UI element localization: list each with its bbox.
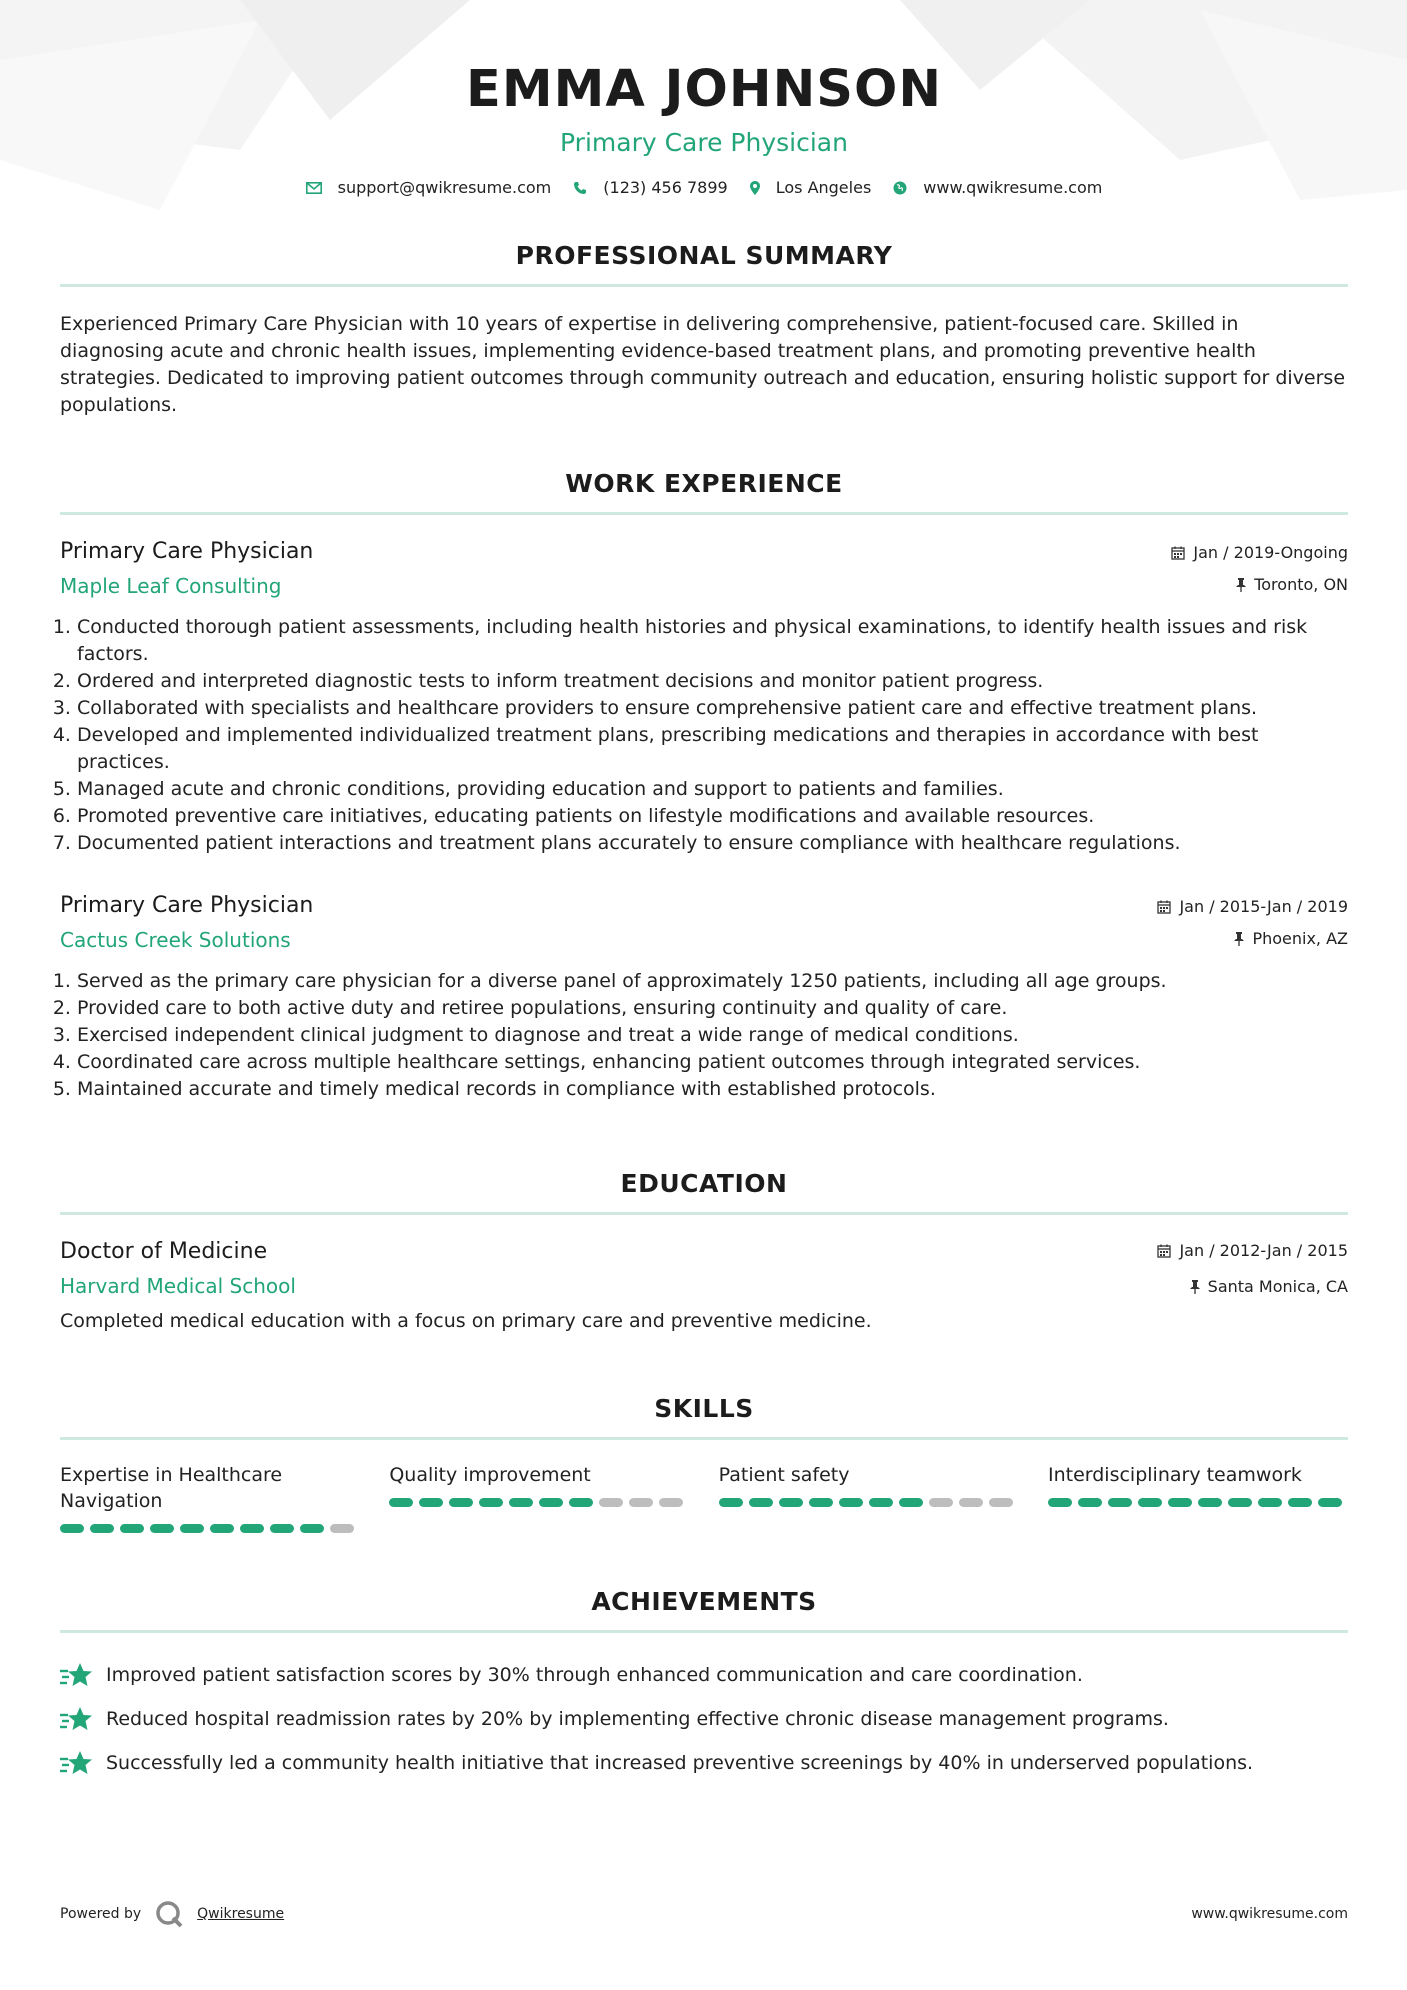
responsibility-item: 3. Exercised independent clinical judgment to diagnose and treat a wide range of medical conditions. bbox=[77, 1022, 1348, 1049]
responsibility-item: 2. Ordered and interpreted diagnostic tests to inform treatment decisions and monitor patient progress. bbox=[77, 668, 1348, 695]
envelope-icon bbox=[306, 182, 322, 194]
responsibility-item: 7. Documented patient interactions and treatment plans accurately to ensure compliance with healthcare regulations. bbox=[77, 830, 1348, 857]
job-dates-text: Jan / 2015-Jan / 2019 bbox=[1179, 897, 1348, 916]
contact-location-text: Los Angeles bbox=[775, 178, 872, 197]
skill-level-bar bbox=[719, 1498, 1019, 1507]
skill-level-segment bbox=[1258, 1498, 1282, 1507]
skill-level-segment bbox=[210, 1524, 234, 1533]
phone-icon bbox=[573, 181, 587, 195]
job-entry bbox=[60, 539, 1348, 857]
skill-level-segment bbox=[1168, 1498, 1192, 1507]
responsibility-item: 1. Conducted thorough patient assessments, including health histories and physical examinations, to identify health issues and risk factors. bbox=[77, 614, 1348, 668]
skill-level-segment bbox=[809, 1498, 833, 1507]
resume-header bbox=[60, 0, 1348, 197]
contact-phone[interactable] bbox=[573, 178, 727, 197]
achievement-item bbox=[60, 1653, 1348, 1697]
footer-website[interactable]: www.qwikresume.com bbox=[1191, 1906, 1348, 1922]
contact-website[interactable] bbox=[893, 178, 1102, 197]
achievements-section bbox=[60, 1587, 1348, 1785]
skill-level-segment bbox=[539, 1498, 563, 1507]
contact-website-text: www.qwikresume.com bbox=[923, 178, 1103, 197]
skill-level-segment bbox=[1228, 1498, 1252, 1507]
achievements-list bbox=[60, 1653, 1348, 1785]
skills-grid bbox=[60, 1462, 1348, 1533]
skill-level-segment bbox=[899, 1498, 923, 1507]
achievement-item bbox=[60, 1741, 1348, 1785]
candidate-name: EMMA JOHNSON bbox=[465, 60, 943, 119]
skill-level-segment bbox=[1318, 1498, 1342, 1507]
skill-level-bar bbox=[1048, 1498, 1348, 1507]
skill-name: Patient safety bbox=[718, 1464, 850, 1486]
skill-level-segment bbox=[449, 1498, 473, 1507]
skill-level-segment bbox=[90, 1524, 114, 1533]
job-title: Primary Care Physician bbox=[60, 539, 314, 564]
skills-heading: SKILLS bbox=[654, 1394, 754, 1423]
achievement-item bbox=[60, 1697, 1348, 1741]
skill-level-segment bbox=[839, 1498, 863, 1507]
skill-level-segment bbox=[929, 1498, 953, 1507]
education-section bbox=[60, 1169, 1348, 1332]
skill-name: Quality improvement bbox=[389, 1464, 591, 1486]
summary-section bbox=[60, 241, 1348, 419]
section-divider bbox=[60, 284, 1348, 287]
responsibility-item: 5. Maintained accurate and timely medical records in compliance with established protocols. bbox=[77, 1076, 1348, 1103]
star-icon bbox=[60, 1662, 94, 1688]
education-dates bbox=[1157, 1241, 1348, 1260]
star-icon bbox=[60, 1750, 94, 1776]
skill-level-bar bbox=[60, 1524, 360, 1533]
map-pin-icon bbox=[750, 181, 760, 195]
skill-level-segment bbox=[300, 1524, 324, 1533]
skill-level-segment bbox=[599, 1498, 623, 1507]
skill-name: Interdisciplinary teamwork bbox=[1047, 1464, 1302, 1486]
skill-level-segment bbox=[629, 1498, 653, 1507]
skill-level-segment bbox=[270, 1524, 294, 1533]
achievement-text: Successfully led a community health initiative that increased preventive screenings by 40% in underserved populations. bbox=[106, 1752, 1254, 1774]
summary-heading: PROFESSIONAL SUMMARY bbox=[515, 241, 893, 270]
skill-level-segment bbox=[1138, 1498, 1162, 1507]
skill-level-segment bbox=[330, 1524, 354, 1533]
experience-heading: WORK EXPERIENCE bbox=[565, 469, 843, 498]
skill-level-segment bbox=[869, 1498, 893, 1507]
skill-level-segment bbox=[1108, 1498, 1132, 1507]
resume-footer bbox=[60, 1900, 1348, 1928]
skill-level-segment bbox=[749, 1498, 773, 1507]
job-location bbox=[1236, 575, 1348, 594]
section-divider bbox=[60, 1630, 1348, 1633]
skill-level-segment bbox=[240, 1524, 264, 1533]
skill-level-segment bbox=[959, 1498, 983, 1507]
calendar-icon bbox=[1157, 1244, 1171, 1258]
skill-level-segment bbox=[180, 1524, 204, 1533]
responsibility-item: 4. Developed and implemented individualized treatment plans, prescribing medications and therapies in accordance with best practices. bbox=[77, 722, 1348, 776]
degree-title: Doctor of Medicine bbox=[60, 1239, 268, 1264]
calendar-icon bbox=[1171, 546, 1185, 560]
skill-level-segment bbox=[569, 1498, 593, 1507]
skill-level-segment bbox=[1078, 1498, 1102, 1507]
pushpin-icon bbox=[1236, 578, 1246, 592]
education-location bbox=[1190, 1277, 1348, 1296]
skill-level-segment bbox=[779, 1498, 803, 1507]
powered-by bbox=[60, 1900, 284, 1928]
skill-level-segment bbox=[150, 1524, 174, 1533]
responsibility-item: 4. Coordinated care across multiple healthcare settings, enhancing patient outcomes through integrated services. bbox=[77, 1049, 1348, 1076]
skill-item bbox=[1048, 1462, 1348, 1533]
skill-level-segment bbox=[989, 1498, 1013, 1507]
skill-level-segment bbox=[1048, 1498, 1072, 1507]
school-name: Harvard Medical School bbox=[60, 1274, 296, 1298]
job-company: Cactus Creek Solutions bbox=[60, 928, 291, 952]
globe-icon bbox=[893, 181, 907, 195]
job-dates-text: Jan / 2019-Ongoing bbox=[1193, 543, 1348, 562]
contact-phone-text: (123) 456 7899 bbox=[603, 178, 728, 197]
skill-level-segment bbox=[659, 1498, 683, 1507]
skill-level-segment bbox=[1198, 1498, 1222, 1507]
skill-item bbox=[719, 1462, 1019, 1533]
achievement-text: Improved patient satisfaction scores by 30% through enhanced communication and care coordination. bbox=[106, 1664, 1083, 1686]
education-entry bbox=[60, 1239, 1348, 1332]
skill-level-segment bbox=[509, 1498, 533, 1507]
candidate-title: Primary Care Physician bbox=[560, 128, 848, 157]
job-location-text: Phoenix, AZ bbox=[1252, 929, 1348, 948]
contact-email-text: support@qwikresume.com bbox=[337, 178, 552, 197]
job-responsibilities bbox=[60, 968, 1348, 1103]
achievements-heading: ACHIEVEMENTS bbox=[591, 1587, 817, 1616]
qwikresume-logo-icon bbox=[155, 1900, 183, 1928]
skill-item bbox=[389, 1462, 689, 1533]
education-description: Completed medical education with a focus on primary care and preventive medicine. bbox=[60, 1310, 872, 1332]
responsibility-item: 6. Promoted preventive care initiatives, educating patients on lifestyle modifications and available resources. bbox=[77, 803, 1348, 830]
job-entry bbox=[60, 893, 1348, 1103]
education-location-text: Santa Monica, CA bbox=[1207, 1277, 1348, 1296]
job-title: Primary Care Physician bbox=[60, 893, 314, 918]
skill-level-segment bbox=[1288, 1498, 1312, 1507]
summary-text: Experienced Primary Care Physician with 10 years of expertise in delivering comprehensive, patient-focused care. Skilled in diagnosing acute and chronic health issues, implementing evidence-based treatment plans, and promoting preventive health strategies. Dedicated to improving patient outcomes through community outreach and education, ensuring holistic support for diverse populations. bbox=[60, 313, 1346, 416]
powered-by-label: Powered by bbox=[60, 1906, 142, 1922]
experience-section bbox=[60, 469, 1348, 1103]
brand-link[interactable]: Qwikresume bbox=[197, 1906, 285, 1922]
achievement-text: Reduced hospital readmission rates by 20% by implementing effective chronic disease management programs. bbox=[106, 1708, 1169, 1730]
education-dates-text: Jan / 2012-Jan / 2015 bbox=[1179, 1241, 1348, 1260]
skill-name: Expertise in Healthcare Navigation bbox=[60, 1464, 283, 1512]
responsibility-item: 1. Served as the primary care physician for a diverse panel of approximately 1250 patients, including all age groups. bbox=[77, 968, 1348, 995]
job-location-text: Toronto, ON bbox=[1254, 575, 1348, 594]
responsibility-item: 3. Collaborated with specialists and healthcare providers to ensure comprehensive patient care and effective treatment plans. bbox=[77, 695, 1348, 722]
section-divider bbox=[60, 1212, 1348, 1215]
contact-email[interactable] bbox=[306, 178, 552, 197]
skill-level-segment bbox=[389, 1498, 413, 1507]
skill-level-segment bbox=[120, 1524, 144, 1533]
job-company: Maple Leaf Consulting bbox=[60, 574, 282, 598]
contact-location bbox=[750, 178, 872, 197]
responsibility-item: 5. Managed acute and chronic conditions, providing education and support to patients and families. bbox=[77, 776, 1348, 803]
job-location bbox=[1234, 929, 1348, 948]
section-divider bbox=[60, 1437, 1348, 1440]
pushpin-icon bbox=[1234, 932, 1244, 946]
star-icon bbox=[60, 1706, 94, 1732]
section-divider bbox=[60, 512, 1348, 515]
skill-item bbox=[60, 1462, 360, 1533]
job-dates bbox=[1171, 543, 1348, 562]
job-dates bbox=[1157, 897, 1348, 916]
skills-section bbox=[60, 1394, 1348, 1533]
responsibility-item: 2. Provided care to both active duty and retiree populations, ensuring continuity and quality of care. bbox=[77, 995, 1348, 1022]
skill-level-segment bbox=[719, 1498, 743, 1507]
skill-level-segment bbox=[419, 1498, 443, 1507]
skill-level-segment bbox=[60, 1524, 84, 1533]
resume-page bbox=[60, 0, 1348, 1785]
skill-level-bar bbox=[389, 1498, 689, 1507]
education-heading: EDUCATION bbox=[620, 1169, 788, 1198]
calendar-icon bbox=[1157, 900, 1171, 914]
job-responsibilities bbox=[60, 614, 1348, 857]
skill-level-segment bbox=[479, 1498, 503, 1507]
contact-row bbox=[60, 178, 1348, 197]
pushpin-icon bbox=[1190, 1280, 1200, 1294]
